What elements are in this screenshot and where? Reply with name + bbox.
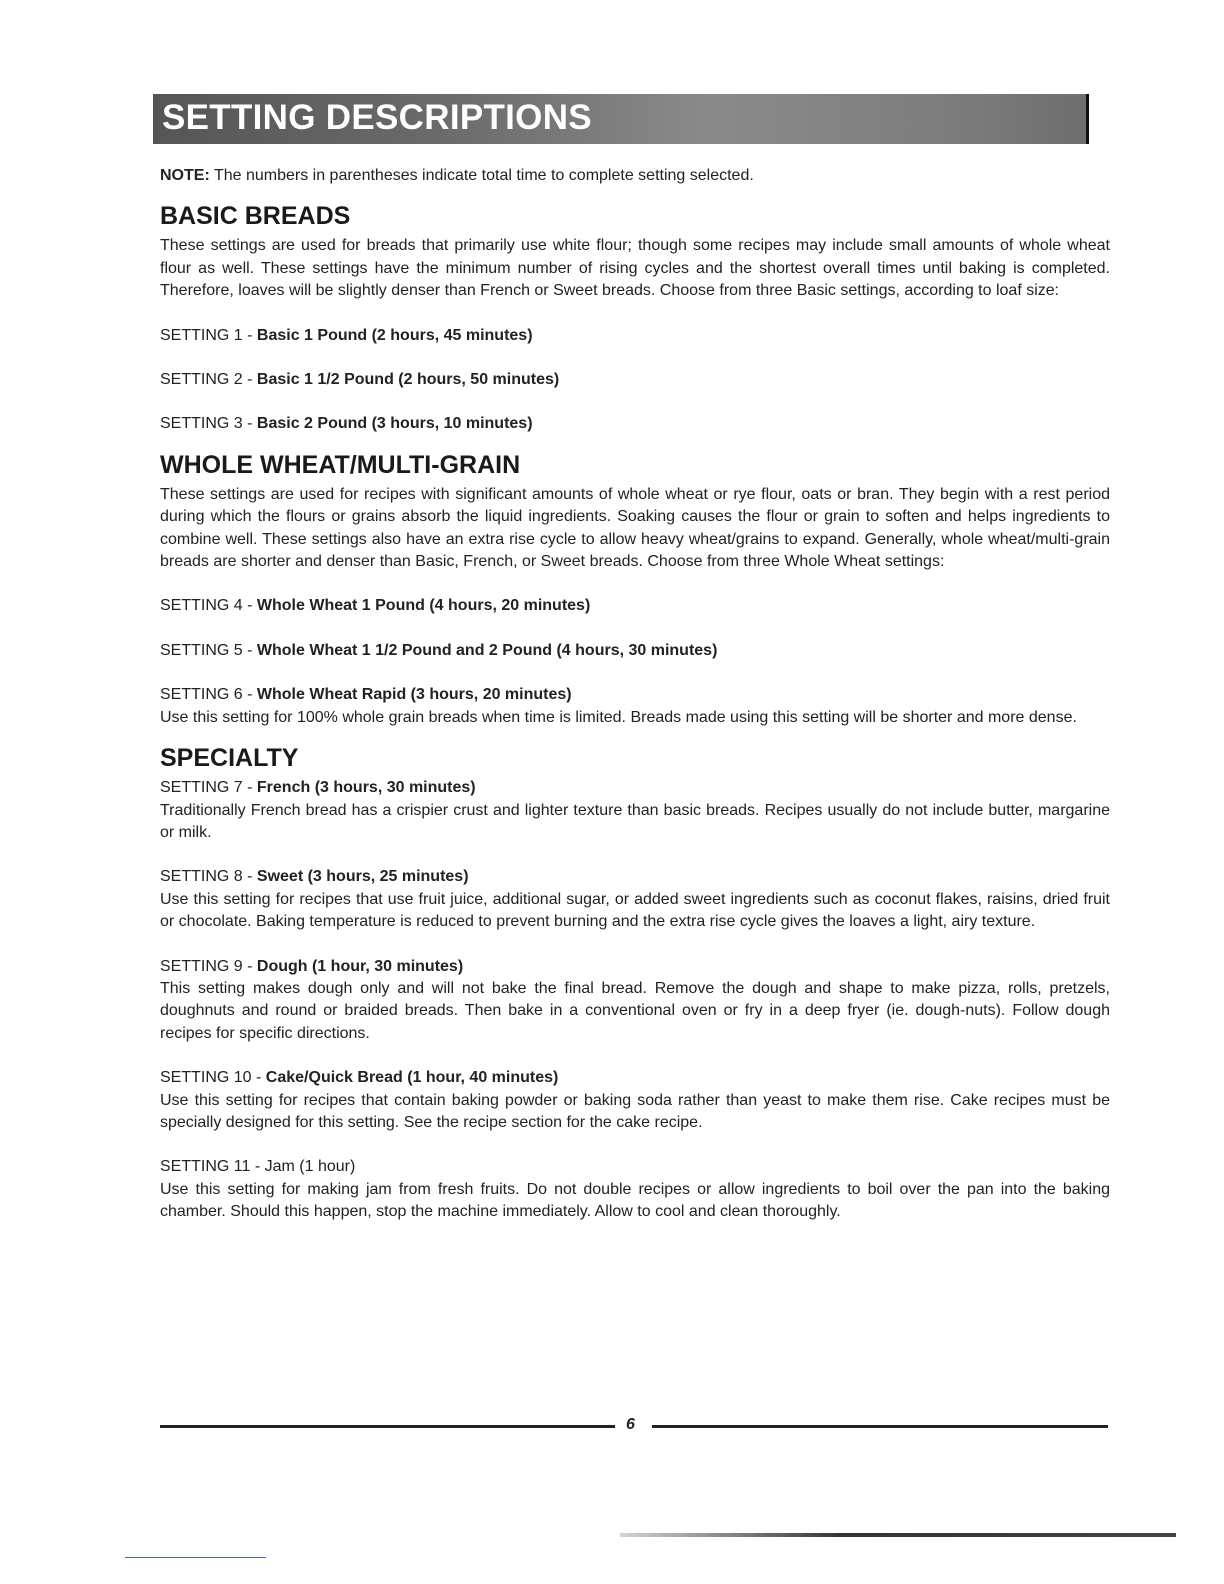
note-label: NOTE: [160, 167, 210, 184]
page-title: SETTING DESCRIPTIONS [162, 98, 592, 137]
setting-1 [160, 325, 1110, 347]
setting-11-description: Use this setting for making jam from fresh fruits. Do not double recipes or allow ingredients to boil over the pan into the baking chamber. Should this happen, stop the machine immediately. Allow to cool and clean thoroughly. [160, 1180, 1110, 1221]
whole-wheat-heading: WHOLE WHEAT/MULTI-GRAIN [160, 450, 521, 479]
setting-9-number: SETTING 9 - [160, 957, 257, 975]
scan-artifact-blue-line [125, 1557, 266, 1558]
setting-8-number: SETTING 8 - [160, 868, 257, 886]
setting-9-name: Dough (1 hour, 30 minutes) [256, 957, 464, 975]
setting-5 [160, 640, 1110, 662]
section-header-bar [153, 94, 1089, 144]
setting-2-number: SETTING 2 - [160, 371, 257, 389]
setting-7-description: Traditionally French bread has a crispier crust and lighter texture than basic breads. Recipes usually do not include butter, margarine or milk. [160, 801, 1110, 841]
setting-8-name: Sweet (3 hours, 25 minutes) [256, 868, 469, 886]
setting-5-number: SETTING 5 - [160, 641, 257, 659]
setting-1-name: Basic 1 Pound (2 hours, 45 minutes) [256, 326, 533, 344]
specialty-heading: SPECIALTY [160, 744, 299, 773]
setting-7-number: SETTING 7 - [160, 779, 257, 797]
scan-artifact-line [620, 1533, 1176, 1537]
document-body [160, 165, 1110, 1224]
setting-10-description: Use this setting for recipes that contain baking powder or baking soda rather than yeast to make them rise. Cake recipes must be specially designed for this setting. See the recipe section for the cake recipe. [160, 1091, 1110, 1131]
whole-wheat-intro: These settings are used for recipes with significant amounts of whole wheat or rye flour, oats or bran. They begin with a rest period during which the flours or grains absorb the liquid ingredients. Soaking causes the flour or grain to soften and helps ingredients to combine well. These settings also have an extra rise cycle to allow heavy wheat/grains to expand. Generally, whole wheat/multi-grain breads are shorter and denser than Basic, French, or Sweet breads. Choose from three Whole Wheat settings: [160, 485, 1110, 571]
setting-6-description: Use this setting for 100% whole grain breads when time is limited. Breads made using this setting will be shorter and more dense. [160, 708, 1077, 726]
setting-8 [160, 866, 1110, 888]
setting-11-name: Jam (1 hour) [264, 1158, 356, 1176]
setting-2 [160, 369, 1110, 391]
setting-3 [160, 413, 1110, 435]
setting-10 [160, 1067, 1110, 1089]
setting-6-number: SETTING 6 - [160, 686, 257, 704]
basic-breads-heading: BASIC BREADS [160, 202, 351, 231]
footer-rule-right [652, 1425, 1108, 1428]
setting-7 [160, 777, 1110, 799]
setting-11 [160, 1156, 1110, 1178]
setting-6-name: Whole Wheat Rapid (3 hours, 20 minutes) [256, 686, 572, 704]
setting-1-number: SETTING 1 - [160, 326, 257, 344]
setting-9 [160, 956, 1110, 978]
basic-breads-intro: These settings are used for breads that primarily use white flour; though some recipes may include small amounts of whole wheat flour as well. These settings have the minimum number of rising cycles and the shortest overall times until baking is completed. Therefore, loaves will be slightly denser than French or Sweet breads. Choose from three Basic settings, according to loaf size: [160, 237, 1110, 300]
setting-4-name: Whole Wheat 1 Pound (4 hours, 20 minutes) [256, 597, 591, 615]
setting-10-name: Cake/Quick Bread (1 hour, 40 minutes) [265, 1069, 559, 1087]
setting-8-description: Use this setting for recipes that use fruit juice, additional sugar, or added sweet ingredients such as coconut flakes, raisins, dried fruit or chocolate. Baking temperature is reduced to prevent burning and the extra rise cycle gives the loaves a light, airy texture. [160, 890, 1110, 931]
setting-2-name: Basic 1 1/2 Pound (2 hours, 50 minutes) [256, 371, 560, 389]
setting-4 [160, 595, 1110, 617]
note-text: The numbers in parentheses indicate total time to complete setting selected. [209, 167, 754, 184]
setting-3-number: SETTING 3 - [160, 415, 257, 433]
setting-4-number: SETTING 4 - [160, 597, 257, 615]
setting-3-name: Basic 2 Pound (3 hours, 10 minutes) [256, 415, 533, 433]
setting-9-description: This setting makes dough only and will not bake the final bread. Remove the dough and shape to make pizza, rolls, pretzels, doughnuts and round or braided breads. Then bake in a conventional oven or fry in a deep fryer (ie. dough-nuts). Follow dough recipes for specific directions. [160, 979, 1110, 1042]
setting-6 [160, 684, 1110, 706]
setting-10-number: SETTING 10 - [160, 1069, 266, 1087]
setting-5-name: Whole Wheat 1 1/2 Pound and 2 Pound (4 hours, 30 minutes) [256, 641, 718, 659]
footer-rule-left [160, 1425, 615, 1428]
note-paragraph [160, 165, 1110, 187]
setting-7-name: French (3 hours, 30 minutes) [256, 779, 476, 797]
page-number: 6 [626, 1416, 635, 1433]
setting-11-number: SETTING 11 - [160, 1158, 265, 1176]
